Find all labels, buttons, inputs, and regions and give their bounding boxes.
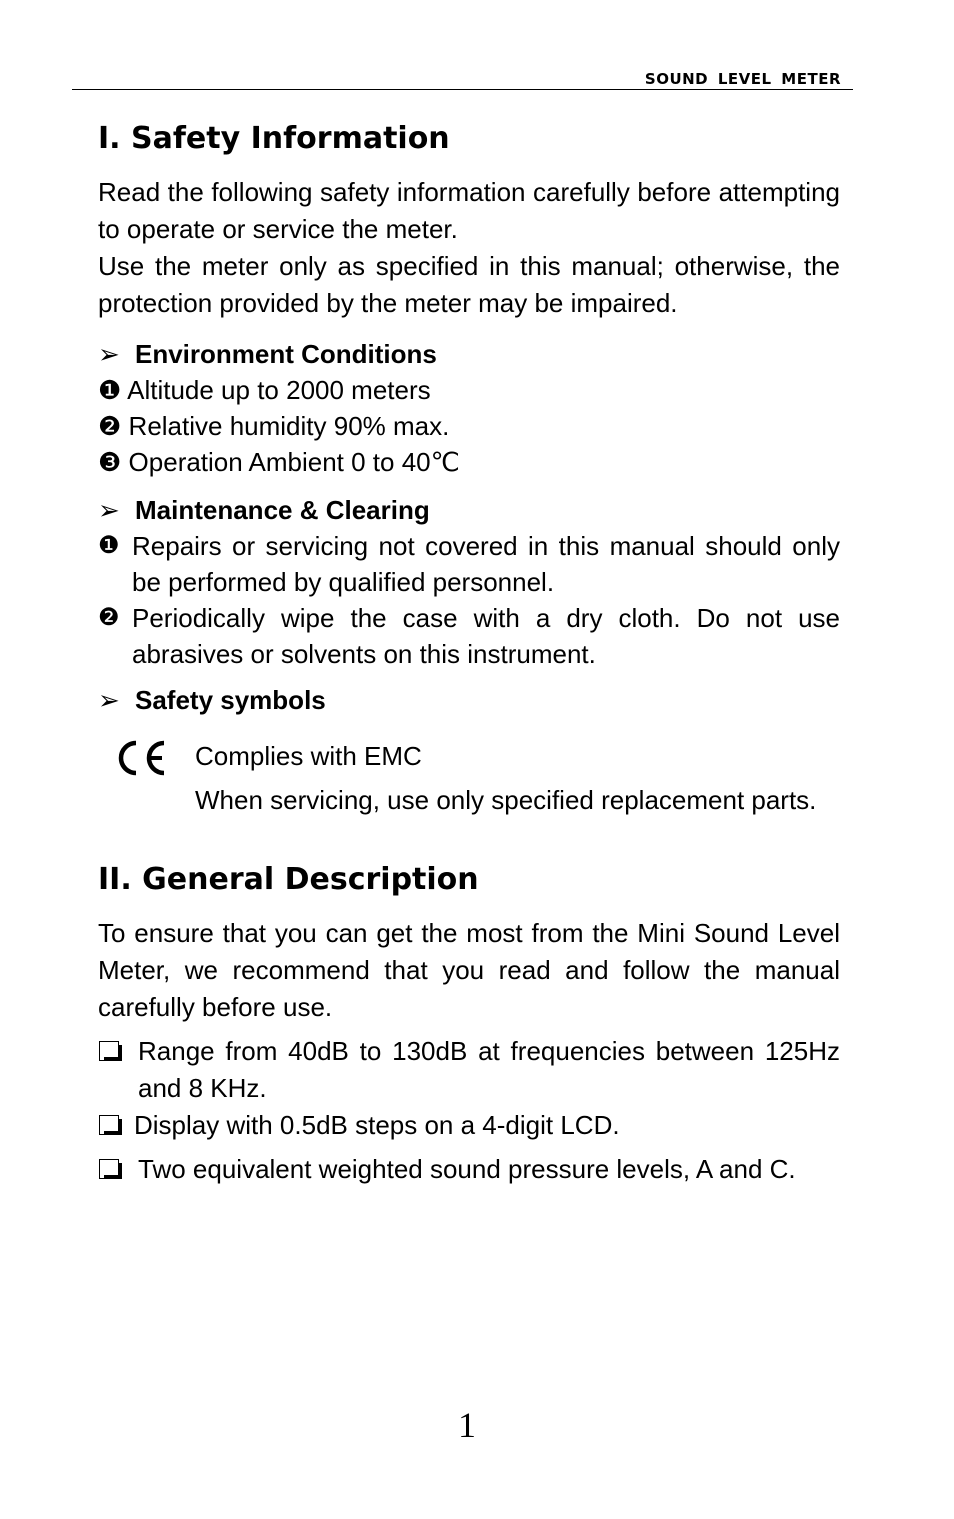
header-title: SOUND LEVEL METER: [644, 70, 841, 88]
checkbox-bullet-icon: [98, 1158, 124, 1180]
list-item: [98, 444, 840, 480]
list-item: [98, 1107, 840, 1144]
list-item: [98, 1033, 840, 1107]
maintenance-heading: [98, 492, 840, 528]
feature-text: Two equivalent weighted sound pressure levels, A and C.: [138, 1154, 796, 1184]
list-item: [98, 528, 840, 600]
list-item-text: Periodically wipe the case with a dry cloth. Do not use abrasives or solvents on this instrument.: [132, 603, 840, 669]
arrow-bullet-icon: ➢: [98, 339, 120, 369]
list-item-text: Relative humidity 90% max.: [128, 411, 450, 441]
arrow-bullet-icon: ➢: [98, 495, 120, 525]
maintenance-title: Maintenance & Clearing: [135, 495, 430, 525]
list-item-text: Altitude up to 2000 meters: [127, 375, 431, 405]
number-1-icon: ❶: [98, 532, 120, 559]
list-item: [98, 1151, 840, 1188]
ce-mark-icon: [98, 738, 195, 819]
list-item: [98, 600, 840, 672]
list-item-text: Operation Ambient 0 to 40℃: [128, 447, 460, 477]
ce-note: When servicing, use only specified replacement parts.: [195, 785, 817, 815]
section-heading-general: II. General Description: [98, 862, 479, 897]
checkbox-bullet-icon: [98, 1114, 124, 1136]
number-1-icon: ❶: [98, 375, 122, 405]
general-intro: To ensure that you can get the most from the Mini Sound Level Meter, we recommend that you read and follow the manual carefully before use.: [98, 918, 840, 1022]
list-item-text: Repairs or servicing not covered in this manual should only be performed by qualified personnel.: [132, 531, 840, 597]
section-heading-safety: I. Safety Information: [98, 121, 450, 156]
arrow-bullet-icon: ➢: [98, 685, 120, 715]
list-item: [98, 372, 840, 408]
safety-symbols-title: Safety symbols: [135, 685, 326, 715]
page-number: 1: [458, 1405, 476, 1445]
ce-symbol-row: [98, 738, 840, 819]
safety-intro-1: Read the following safety information carefully before attempting to operate or service the meter.: [98, 177, 840, 244]
safety-intro-2: Use the meter only as specified in this manual; otherwise, the protection provided by the meter may be impaired.: [98, 251, 840, 318]
env-conditions-heading: [98, 336, 840, 372]
env-conditions-title: Environment Conditions: [135, 339, 437, 369]
page-content: [98, 118, 840, 1188]
list-item: [98, 408, 840, 444]
page-header: [72, 70, 853, 90]
number-2-icon: ❷: [98, 604, 120, 631]
feature-text: Display with 0.5dB steps on a 4-digit LCD.: [134, 1110, 620, 1140]
number-2-icon: ❷: [98, 411, 122, 441]
ce-description: Complies with EMC: [195, 741, 422, 771]
safety-symbols-heading: [98, 682, 840, 718]
number-3-icon: ❸: [98, 447, 122, 477]
checkbox-bullet-icon: [98, 1040, 124, 1062]
feature-text: Range from 40dB to 130dB at frequencies between 125Hz and 8 KHz.: [138, 1036, 840, 1103]
